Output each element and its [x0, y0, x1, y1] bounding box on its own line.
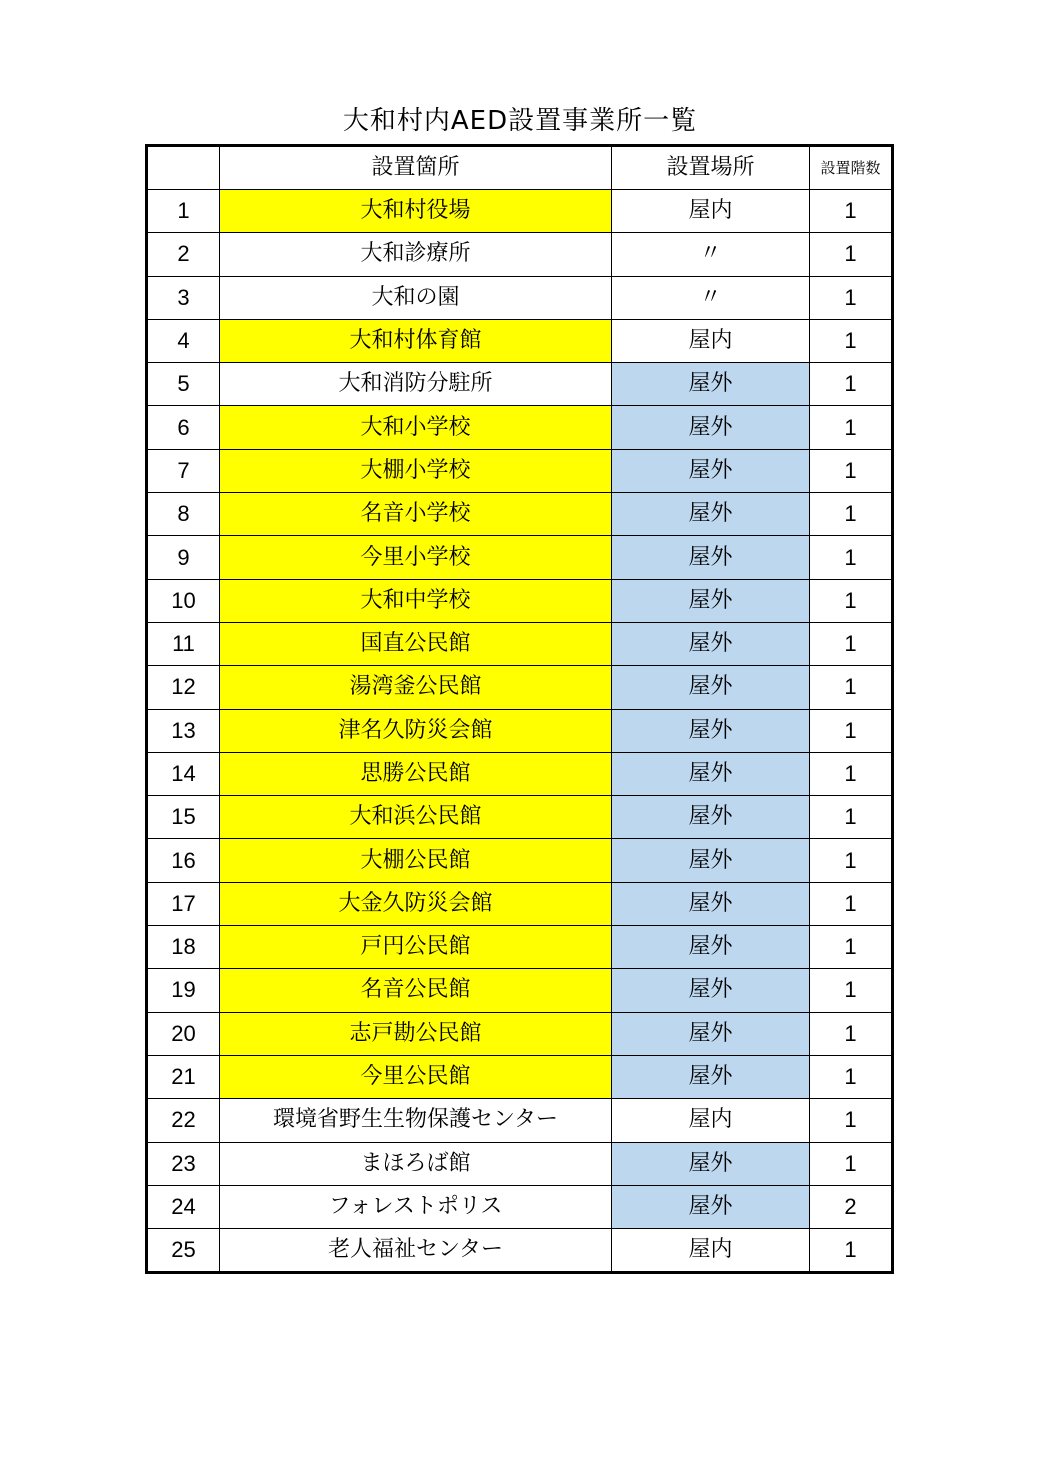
floor-count: 1	[810, 709, 893, 752]
table-row	[147, 709, 893, 752]
table-row	[147, 839, 893, 882]
table-row	[147, 276, 893, 319]
placement-type: 〃	[612, 233, 810, 276]
placement-type: 屋外	[612, 1185, 810, 1228]
table-row	[147, 796, 893, 839]
row-number: 25	[147, 1229, 220, 1273]
table-row	[147, 926, 893, 969]
floor-count: 1	[810, 276, 893, 319]
row-number: 14	[147, 752, 220, 795]
header-location: 設置箇所	[220, 146, 612, 190]
location-name: 老人福祉センター	[220, 1229, 612, 1273]
table-row	[147, 319, 893, 362]
location-name: 今里小学校	[220, 536, 612, 579]
row-number: 6	[147, 406, 220, 449]
placement-type: 屋外	[612, 579, 810, 622]
row-number: 15	[147, 796, 220, 839]
row-number: 11	[147, 622, 220, 665]
placement-type: 屋外	[612, 796, 810, 839]
table-row	[147, 1099, 893, 1142]
location-name: 名音小学校	[220, 493, 612, 536]
floor-count: 1	[810, 1099, 893, 1142]
placement-type: 屋内	[612, 1099, 810, 1142]
placement-type: 屋外	[612, 666, 810, 709]
floor-count: 1	[810, 1229, 893, 1273]
location-name: 大和中学校	[220, 579, 612, 622]
floor-count: 1	[810, 190, 893, 233]
floor-count: 1	[810, 969, 893, 1012]
floor-count: 1	[810, 622, 893, 665]
table-row	[147, 1229, 893, 1273]
placement-type: 屋外	[612, 363, 810, 406]
floor-count: 1	[810, 579, 893, 622]
table-row	[147, 882, 893, 925]
placement-type: 屋外	[612, 1142, 810, 1185]
placement-type: 屋外	[612, 839, 810, 882]
location-name: 大和村役場	[220, 190, 612, 233]
page-title: 大和村内AED設置事業所一覧	[342, 106, 698, 136]
floor-count: 1	[810, 839, 893, 882]
table-row	[147, 449, 893, 492]
table-body	[147, 190, 893, 1273]
location-name: 大和診療所	[220, 233, 612, 276]
table-row	[147, 1185, 893, 1228]
floor-count: 1	[810, 796, 893, 839]
row-number: 12	[147, 666, 220, 709]
floor-count: 1	[810, 449, 893, 492]
floor-count: 1	[810, 926, 893, 969]
header-placement: 設置場所	[612, 146, 810, 190]
placement-type: 〃	[612, 276, 810, 319]
table-row	[147, 536, 893, 579]
placement-type: 屋外	[612, 1012, 810, 1055]
placement-type: 屋外	[612, 622, 810, 665]
row-number: 17	[147, 882, 220, 925]
placement-type: 屋外	[612, 449, 810, 492]
row-number: 4	[147, 319, 220, 362]
table-row	[147, 1055, 893, 1098]
header-row	[147, 146, 893, 190]
row-number: 3	[147, 276, 220, 319]
row-number: 9	[147, 536, 220, 579]
row-number: 23	[147, 1142, 220, 1185]
placement-type: 屋内	[612, 1229, 810, 1273]
row-number: 16	[147, 839, 220, 882]
table-row	[147, 752, 893, 795]
table-row	[147, 190, 893, 233]
row-number: 20	[147, 1012, 220, 1055]
floor-count: 1	[810, 233, 893, 276]
header-no	[147, 146, 220, 190]
floor-count: 1	[810, 1055, 893, 1098]
location-name: まほろば館	[220, 1142, 612, 1185]
row-number: 19	[147, 969, 220, 1012]
row-number: 8	[147, 493, 220, 536]
location-name: フォレストポリス	[220, 1185, 612, 1228]
placement-type: 屋外	[612, 1055, 810, 1098]
location-name: 大棚小学校	[220, 449, 612, 492]
location-name: 大和小学校	[220, 406, 612, 449]
row-number: 13	[147, 709, 220, 752]
table-row	[147, 363, 893, 406]
row-number: 10	[147, 579, 220, 622]
floor-count: 1	[810, 363, 893, 406]
table-row	[147, 969, 893, 1012]
placement-type: 屋外	[612, 493, 810, 536]
location-name: 環境省野生生物保護センター	[220, 1099, 612, 1142]
location-name: 大金久防災会館	[220, 882, 612, 925]
floor-count: 1	[810, 536, 893, 579]
floor-count: 1	[810, 493, 893, 536]
placement-type: 屋外	[612, 882, 810, 925]
row-number: 7	[147, 449, 220, 492]
row-number: 18	[147, 926, 220, 969]
location-name: 湯湾釜公民館	[220, 666, 612, 709]
location-name: 大和村体育館	[220, 319, 612, 362]
table-row	[147, 233, 893, 276]
row-number: 1	[147, 190, 220, 233]
table-row	[147, 1012, 893, 1055]
row-number: 24	[147, 1185, 220, 1228]
floor-count: 1	[810, 1012, 893, 1055]
placement-type: 屋外	[612, 752, 810, 795]
table-row	[147, 493, 893, 536]
location-name: 大棚公民館	[220, 839, 612, 882]
table-row	[147, 579, 893, 622]
floor-count: 1	[810, 319, 893, 362]
floor-count: 1	[810, 882, 893, 925]
location-name: 志戸勘公民館	[220, 1012, 612, 1055]
row-number: 21	[147, 1055, 220, 1098]
location-name: 国直公民館	[220, 622, 612, 665]
location-name: 大和の園	[220, 276, 612, 319]
location-name: 今里公民館	[220, 1055, 612, 1098]
row-number: 2	[147, 233, 220, 276]
placement-type: 屋外	[612, 969, 810, 1012]
location-name: 大和浜公民館	[220, 796, 612, 839]
table-row	[147, 666, 893, 709]
floor-count: 1	[810, 666, 893, 709]
row-number: 5	[147, 363, 220, 406]
aed-locations-table	[145, 144, 894, 1274]
location-name: 思勝公民館	[220, 752, 612, 795]
placement-type: 屋内	[612, 190, 810, 233]
floor-count: 1	[810, 406, 893, 449]
floor-count: 1	[810, 1142, 893, 1185]
placement-type: 屋外	[612, 406, 810, 449]
floor-count: 2	[810, 1185, 893, 1228]
location-name: 津名久防災会館	[220, 709, 612, 752]
table-row	[147, 622, 893, 665]
row-number: 22	[147, 1099, 220, 1142]
placement-type: 屋内	[612, 319, 810, 362]
location-name: 名音公民館	[220, 969, 612, 1012]
location-name: 戸円公民館	[220, 926, 612, 969]
placement-type: 屋外	[612, 536, 810, 579]
table-row	[147, 1142, 893, 1185]
placement-type: 屋外	[612, 926, 810, 969]
placement-type: 屋外	[612, 709, 810, 752]
location-name: 大和消防分駐所	[220, 363, 612, 406]
table-row	[147, 406, 893, 449]
header-floor: 設置階数	[810, 146, 893, 190]
floor-count: 1	[810, 752, 893, 795]
